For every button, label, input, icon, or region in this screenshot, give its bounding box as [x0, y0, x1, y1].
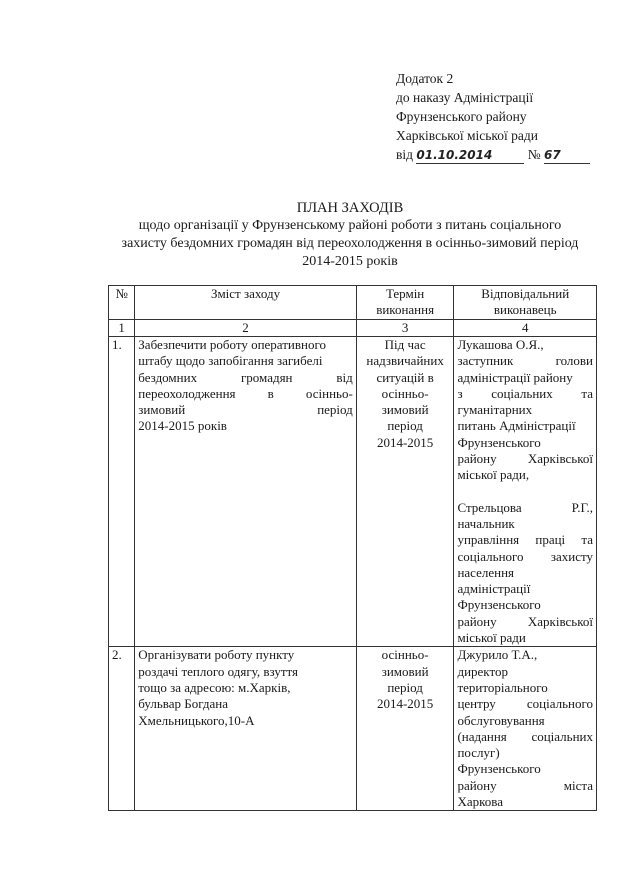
- resp-line: населення: [457, 564, 515, 580]
- resp-line: начальник: [457, 515, 515, 531]
- resp-line: Фрунзенського: [457, 434, 541, 450]
- resp-line: адміністрації: [457, 581, 531, 597]
- term-line: період: [387, 679, 423, 695]
- resp-line: управління праці та: [457, 532, 593, 548]
- annex-line-2: до наказу Адміністрації: [396, 90, 534, 105]
- annex-line-1: Додаток 2: [396, 71, 454, 86]
- header-content: Зміст заходу: [135, 286, 357, 320]
- row-content: [135, 647, 357, 811]
- content-line: переохолодження в осінньо-: [138, 385, 353, 401]
- term-line: зимовий: [381, 663, 429, 679]
- content-line: Хмельницького,10-А: [138, 712, 255, 728]
- term-line: Під час: [384, 337, 426, 352]
- term-line: 2014-2015: [376, 696, 434, 712]
- resp-line: питань Адміністрації: [457, 418, 576, 434]
- resp-line: району Харківської: [457, 451, 593, 467]
- content-line: 2014-2015 років: [138, 418, 227, 434]
- annex-date-line: [396, 145, 590, 164]
- resp-line: Лукашова О.Я.,: [457, 337, 544, 352]
- content-line: Організувати роботу пункту: [138, 647, 295, 663]
- resp-line: центру соціального: [457, 696, 593, 712]
- term-line: осінньо-: [381, 385, 429, 401]
- term-line: надзвичайних: [366, 353, 444, 369]
- header-resp-line-2: виконавець: [493, 302, 557, 318]
- row-responsible: [454, 337, 597, 647]
- header-term-line-1: Термін: [385, 286, 425, 301]
- table-row: [109, 647, 597, 811]
- number-handwritten: 67: [544, 148, 561, 162]
- resp-line: Харкова: [457, 794, 504, 810]
- resp-line: міської ради,: [457, 467, 530, 483]
- content-line: бульвар Богдана: [138, 696, 229, 712]
- column-number: 4: [454, 320, 597, 337]
- date-field: [416, 147, 524, 164]
- header-term-line-2: виконання: [376, 302, 435, 318]
- term-line: осінньо-: [381, 647, 429, 663]
- row-term: [356, 337, 454, 647]
- resp-line: послуг): [457, 745, 500, 761]
- resp-line: Джурило Т.А.,: [457, 647, 538, 663]
- plan-title-block: [100, 199, 600, 271]
- resp-line: району Харківської: [457, 613, 593, 629]
- resp-line: (надання соціальних: [457, 728, 593, 744]
- resp-line: територіального: [457, 679, 548, 695]
- date-handwritten: 01.10.2014: [416, 148, 493, 162]
- annex-line-4: Харківської міської ради: [396, 128, 539, 143]
- annex-block: [396, 69, 590, 164]
- resp-line: міської ради: [457, 630, 526, 646]
- resp-line: директор: [457, 663, 508, 679]
- column-number-row: [109, 320, 597, 337]
- column-number: 3: [356, 320, 454, 337]
- resp-line: обслуговування: [457, 712, 545, 728]
- header-term: [356, 286, 454, 320]
- plan-table: [108, 285, 597, 811]
- row-term: [356, 647, 454, 811]
- term-line: ситуацій в: [376, 369, 434, 385]
- resp-line: району міста: [457, 777, 593, 793]
- resp-line: Стрельцова Р.Г.,: [457, 499, 593, 515]
- content-line: Забезпечити роботу оперативного: [138, 337, 326, 352]
- row-responsible: [454, 647, 597, 811]
- date-prefix: від: [396, 147, 413, 162]
- term-line: 2014-2015: [376, 434, 434, 450]
- content-line: штабу щодо запобігання загибелі: [138, 353, 323, 369]
- content-line: роздачі теплого одягу, взуття: [138, 663, 299, 679]
- resp-line: заступник голови: [457, 353, 593, 369]
- header-responsible: [454, 286, 597, 320]
- resp-line: соціального захисту: [457, 548, 593, 564]
- row-number: 2.: [109, 647, 135, 811]
- annex-line-3: Фрунзенського району: [396, 109, 527, 124]
- resp-line: Фрунзенського: [457, 597, 541, 613]
- resp-line: адміністрації району: [457, 369, 573, 385]
- resp-line: гуманітарних: [457, 402, 533, 418]
- plan-subtitle-line-2: захисту бездомних громадян від переохолодження в осінньо-зимовий період: [121, 236, 579, 251]
- table-row: [109, 337, 597, 647]
- content-line: зимовий період: [138, 402, 353, 418]
- content-line: бездомних громадян від: [138, 369, 353, 385]
- number-prefix: №: [527, 147, 541, 162]
- content-line: тощо за адресою: м.Харків,: [138, 679, 291, 695]
- term-line: зимовий: [381, 402, 429, 418]
- column-number: 2: [135, 320, 357, 337]
- plan-subtitle-line-3: 2014-2015 років: [302, 254, 398, 269]
- row-content: [135, 337, 357, 647]
- header-resp-line-1: Відповідальний: [481, 286, 570, 301]
- header-num: №: [109, 286, 135, 320]
- number-field: [544, 147, 590, 164]
- table-header-row: [109, 286, 597, 320]
- resp-line: Фрунзенського: [457, 761, 541, 777]
- row-number: 1.: [109, 337, 135, 647]
- term-line: період: [387, 418, 423, 434]
- resp-line: з соціальних та: [457, 385, 593, 401]
- plan-subtitle-line-1: щодо організації у Фрунзенському районі роботи з питань соціального: [138, 218, 562, 233]
- plan-title: ПЛАН ЗАХОДІВ: [296, 200, 404, 216]
- column-number: 1: [109, 320, 135, 337]
